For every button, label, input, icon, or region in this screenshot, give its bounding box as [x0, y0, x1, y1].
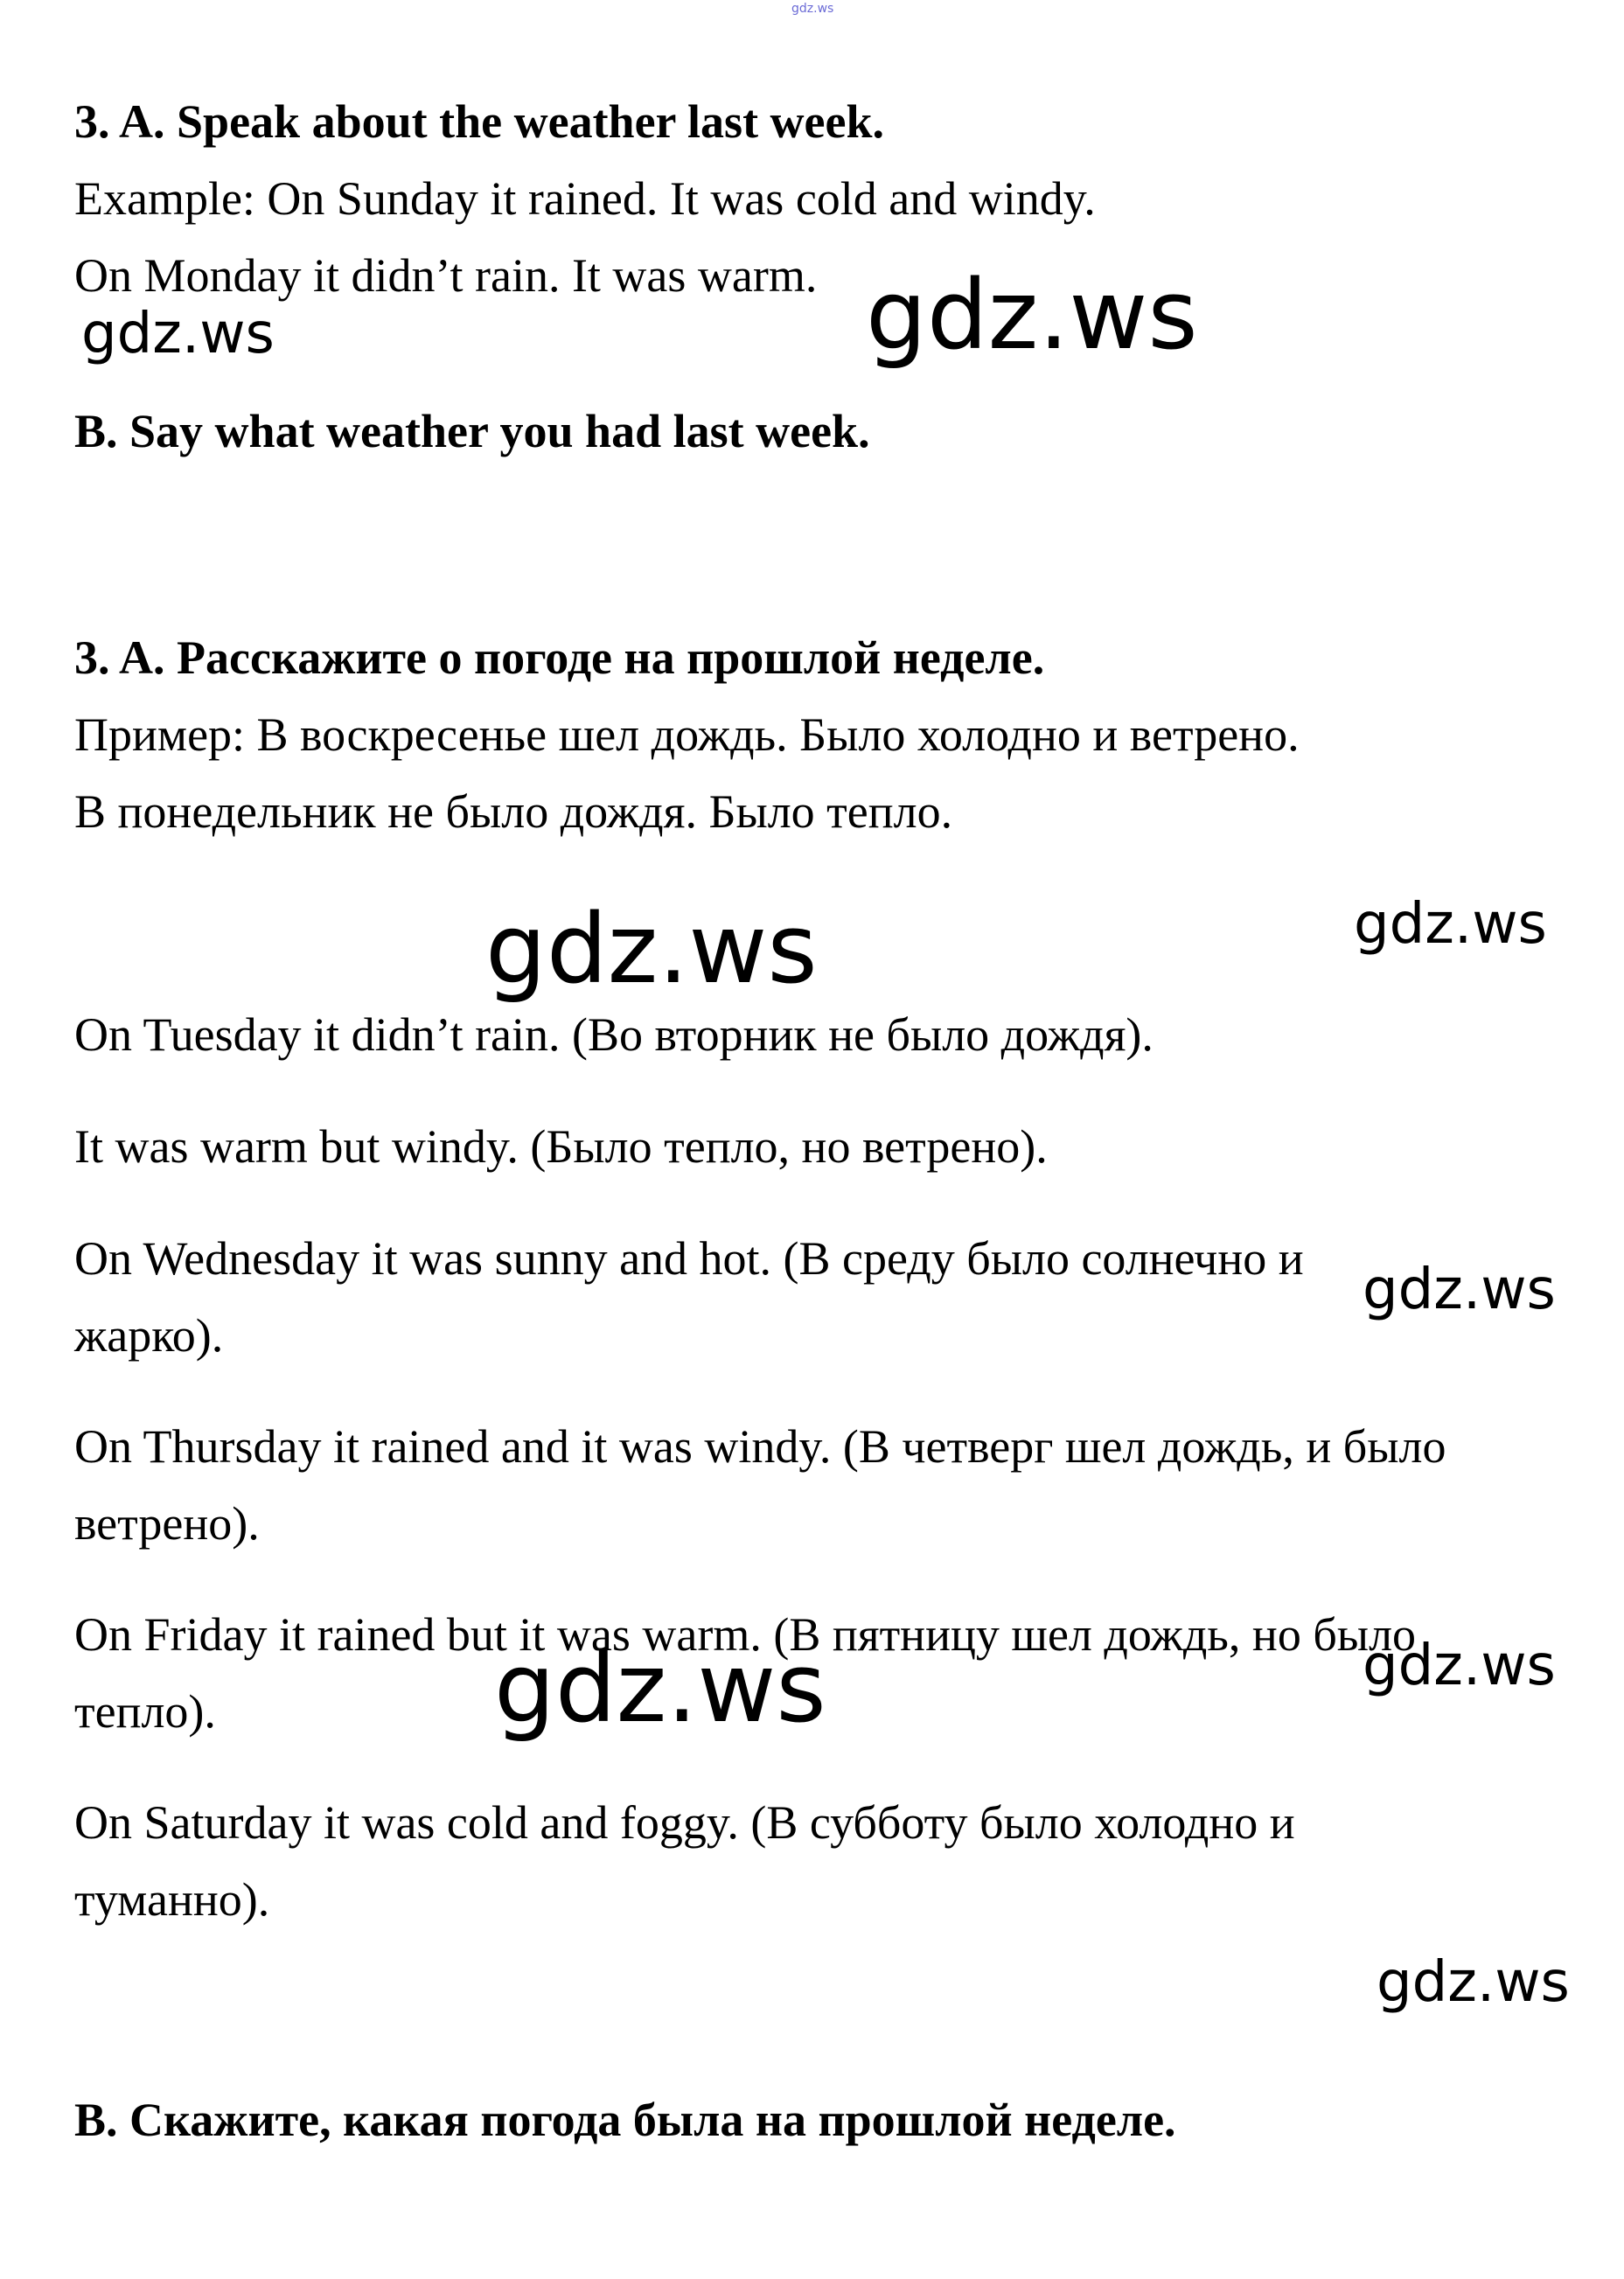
watermark: gdz.ws: [485, 893, 818, 1005]
answer-tuesday: On Tuesday it didn’t rain. (Во вторник не было дождя).: [74, 1008, 1154, 1061]
answer-saturday-line-2: туманно).: [74, 1873, 270, 1926]
watermark: gdz.ws: [1354, 892, 1547, 957]
watermark: gdz.ws: [1363, 1634, 1556, 1698]
watermark: gdz.ws: [1377, 1950, 1570, 2015]
russian-task-b: B. Скажите, какая погода была на прошлой неделе.: [74, 2094, 1176, 2146]
answer-friday-line-1: On Friday it rained but it was warm. (В пятницу шел дождь, но было: [74, 1608, 1417, 1661]
watermark: gdz.ws: [81, 302, 275, 366]
watermark: gdz.ws: [1363, 1258, 1556, 1322]
answer-warm-windy: It was warm but windy. (Было тепло, но ветрено).: [74, 1120, 1048, 1173]
answer-thursday-line-2: ветрено).: [74, 1497, 260, 1550]
english-heading: 3. A. Speak about the weather last week.: [74, 95, 885, 148]
answer-thursday-line-1: On Thursday it rained and it was windy. (В четверг шел дождь, и было: [74, 1420, 1446, 1473]
russian-example-line-1: Пример: В воскресенье шел дождь. Было холодно и ветрено.: [74, 708, 1300, 761]
russian-example-line-2: В понедельник не было дождя. Было тепло.: [74, 785, 953, 838]
watermark: gdz.ws: [866, 259, 1198, 371]
watermark: gdz.ws: [494, 1632, 826, 1744]
answer-saturday-line-1: On Saturday it was cold and foggy. (В субботу было холодно и: [74, 1796, 1295, 1849]
top-watermark: gdz.ws: [791, 2, 834, 16]
english-task-b: B. Say what weather you had last week.: [74, 405, 870, 457]
answer-friday-line-2: тепло).: [74, 1685, 216, 1738]
answer-wednesday-line-1: On Wednesday it was sunny and hot. (В среду было солнечно и: [74, 1232, 1304, 1285]
english-example-line-1: Example: On Sunday it rained. It was cold and windy.: [74, 172, 1096, 225]
russian-heading: 3. A. Расскажите о погоде на прошлой неделе.: [74, 631, 1045, 684]
answer-wednesday-line-2: жарко).: [74, 1309, 224, 1362]
english-example-line-2: On Monday it didn’t rain. It was warm.: [74, 249, 818, 302]
